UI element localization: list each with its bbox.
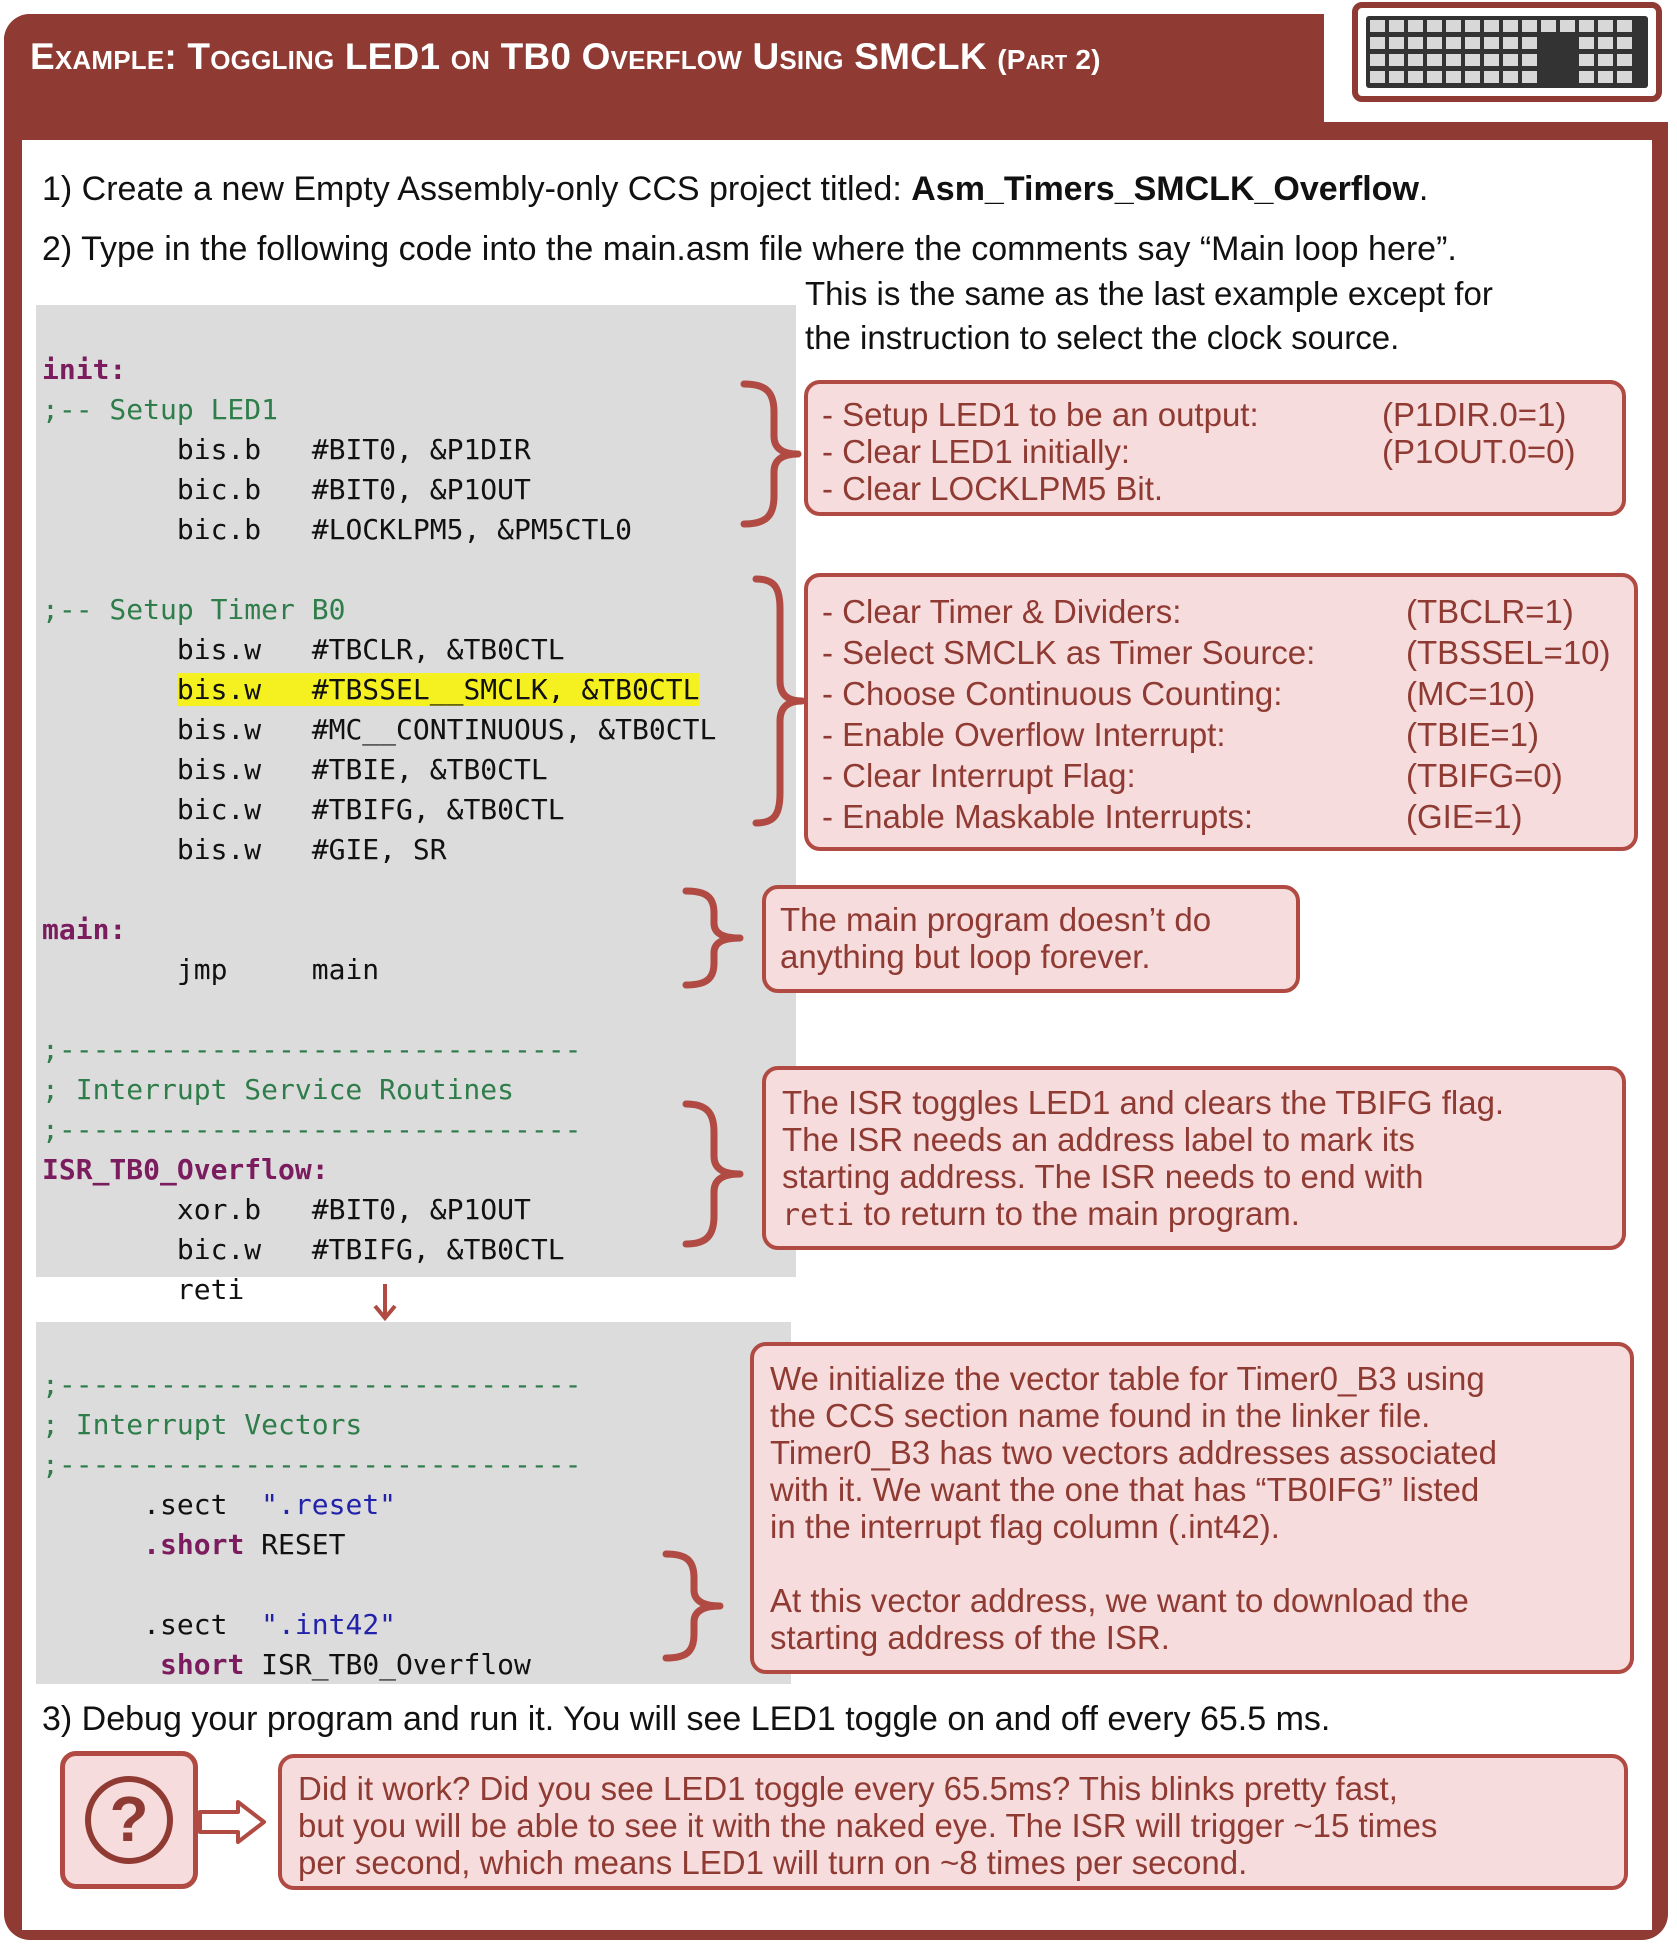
keyboard-icon xyxy=(1352,2,1662,102)
keyboard-key xyxy=(1484,71,1499,83)
brace-vectors xyxy=(660,1548,730,1664)
setup-led-comment: ;-- Setup LED1 xyxy=(42,393,279,426)
keyboard-key xyxy=(1579,54,1594,66)
isr-label: ISR_TB0_Overflow: xyxy=(42,1153,329,1186)
intro-note: This is the same as the last example except for the instruction to select the clock source. xyxy=(805,275,1493,356)
keyboard-key xyxy=(1484,54,1499,66)
question-icon xyxy=(60,1751,198,1889)
keyboard-key xyxy=(1522,20,1537,32)
keyboard-key xyxy=(1598,54,1613,66)
step-3: 3) Debug your program and run it. You will see LED1 toggle on and off every 65.5 ms. xyxy=(42,1700,1331,1738)
keyboard-key xyxy=(1503,20,1518,32)
keyboard-key xyxy=(1465,71,1480,83)
keyboard-key xyxy=(1408,71,1423,83)
keyboard-key xyxy=(1484,37,1499,49)
down-arrow-icon xyxy=(370,1282,400,1324)
keyboard-key xyxy=(1446,71,1461,83)
keyboard-key xyxy=(1427,20,1442,32)
keyboard-key xyxy=(1370,20,1385,32)
step-1: 1) Create a new Empty Assembly-only CCS project titled: Asm_Timers_SMCLK_Overflow. xyxy=(42,170,1429,208)
keyboard-key xyxy=(1446,20,1461,32)
keyboard-key xyxy=(1484,20,1499,32)
keyboard-key xyxy=(1522,37,1537,49)
keyboard-key xyxy=(1579,20,1594,32)
keyboard-key xyxy=(1598,71,1613,83)
keyboard-key xyxy=(1598,20,1613,32)
keyboard-key xyxy=(1427,37,1442,49)
step-2: 2) Type in the following code into the main.asm file where the comments say “Main loop here”. xyxy=(42,230,1457,268)
highlighted-line: bis.w #TBSSEL__SMCLK, &TB0CTL xyxy=(176,673,700,706)
vector-note: We initialize the vector table for Timer0_B3 using the CCS section name found in the linker file. Timer0_B3 has two vectors addresses associated with it. We want the one that has “TB0IFG” listed in the interrupt flag column (.int42). At this vector address, we want to download the starting address of the ISR. xyxy=(750,1342,1634,1674)
setup-timer-comment: ;-- Setup Timer B0 xyxy=(42,593,346,626)
keyboard-key xyxy=(1617,20,1632,32)
page-title-part: (Part 2) xyxy=(997,44,1101,75)
main-loop-note: The main program doesn’t do anything but loop forever. xyxy=(762,885,1300,993)
keyboard-key xyxy=(1617,37,1632,49)
keyboard-key xyxy=(1503,71,1518,83)
keyboard-key xyxy=(1541,20,1556,32)
keyboard-key xyxy=(1408,20,1423,32)
code-listing-main: init: ;-- Setup LED1 bis.b #BIT0, &P1DIR bic.b #BIT0, &P1OUT bic.b #LOCKLPM5, &PM5CTL0 ;-- Setup Timer B0 bis.w #TBCLR, &TB0CTL bis.w #TBSSEL__SMCLK, &TB0CTL bis.w #MC__CONTINUOUS, &TB0CTL bis.w #TBIE, &TB0CTL bic.w #TBIFG, &TB0CTL bis.w #GIE, SR main: jmp main ;------------------------------- ; Interrupt Service Routines ;------------------------------- ISR_TB0_Overflow: xor.b #BIT0, &P1OUT bic.w #TBIFG, &TB0CTL reti xyxy=(42,353,717,1306)
code-listing-vectors: ;------------------------------- ; Interrupt Vectors ;------------------------------- .sect ".reset" .short RESET .sect ".int42" short ISR_TB0_Overflow xyxy=(42,1368,582,1681)
keyboard-key xyxy=(1465,54,1480,66)
keyboard-key xyxy=(1446,54,1461,66)
keyboard-key xyxy=(1579,71,1594,83)
keyboard-key xyxy=(1446,37,1461,49)
project-name: Asm_Timers_SMCLK_Overflow xyxy=(911,170,1419,208)
timer-setup-note: - Clear Timer & Dividers: (TBCLR=1) - Select SMCLK as Timer Source: (TBSSEL=10) - Choose Continuous Counting: (MC=10) - Enable Overflow Interrupt: (TBIE=1) - Clear Interrupt Flag: (TBIFG=0) - Enable Maskable Interrupts: (GIE=1) xyxy=(804,573,1638,851)
keyboard-key xyxy=(1408,37,1423,49)
keyboard-key xyxy=(1579,37,1594,49)
isr-comment: ; Interrupt Service Routines xyxy=(42,1073,515,1106)
keyboard-key xyxy=(1427,54,1442,66)
keyboard-key xyxy=(1389,71,1404,83)
question-mark: ? xyxy=(85,1776,173,1864)
question-note: Did it work? Did you see LED1 toggle every 65.5ms? This blinks pretty fast, but you will be able to see it with the naked eye. The ISR will trigger ~15 times per second, which means LED1 will turn on ~8 times per second. xyxy=(278,1754,1628,1890)
keyboard-key xyxy=(1408,54,1423,66)
main-label: main: xyxy=(42,913,127,946)
keyboard-key xyxy=(1503,37,1518,49)
keyboard-key xyxy=(1465,20,1480,32)
keyboard-key xyxy=(1503,54,1518,66)
keyboard-key xyxy=(1370,71,1385,83)
keyboard-key xyxy=(1389,37,1404,49)
keyboard-key xyxy=(1560,20,1575,32)
brace-isr xyxy=(680,1098,750,1250)
vectors-comment: ; Interrupt Vectors xyxy=(42,1408,363,1441)
brace-timer xyxy=(750,573,810,833)
keyboard-key xyxy=(1617,54,1632,66)
page-title: Example: Toggling LED1 on TB0 Overflow Using SMCLK (Part 2) xyxy=(30,36,1101,77)
right-arrow-icon xyxy=(198,1800,268,1844)
keyboard-key xyxy=(1617,71,1632,83)
brace-led xyxy=(738,378,808,530)
keyboard-key xyxy=(1370,54,1385,66)
keyboard-key xyxy=(1427,71,1442,83)
isr-note: The ISR toggles LED1 and clears the TBIFG flag. The ISR needs an address label to mark its starting address. The ISR needs to end with reti to return to the main program. xyxy=(762,1066,1626,1250)
init-label: init: xyxy=(42,353,127,386)
keyboard-key xyxy=(1598,37,1613,49)
keyboard-key xyxy=(1389,54,1404,66)
keyboard-key xyxy=(1389,20,1404,32)
keyboard-key xyxy=(1522,71,1537,83)
brace-main xyxy=(680,885,750,991)
led-setup-note: - Setup LED1 to be an output: (P1DIR.0=1) - Clear LED1 initially: (P1OUT.0=0) - Clear LOCKLPM5 Bit. xyxy=(804,380,1626,516)
keyboard-key xyxy=(1465,37,1480,49)
keyboard-key xyxy=(1522,54,1537,66)
keyboard-key xyxy=(1370,37,1385,49)
